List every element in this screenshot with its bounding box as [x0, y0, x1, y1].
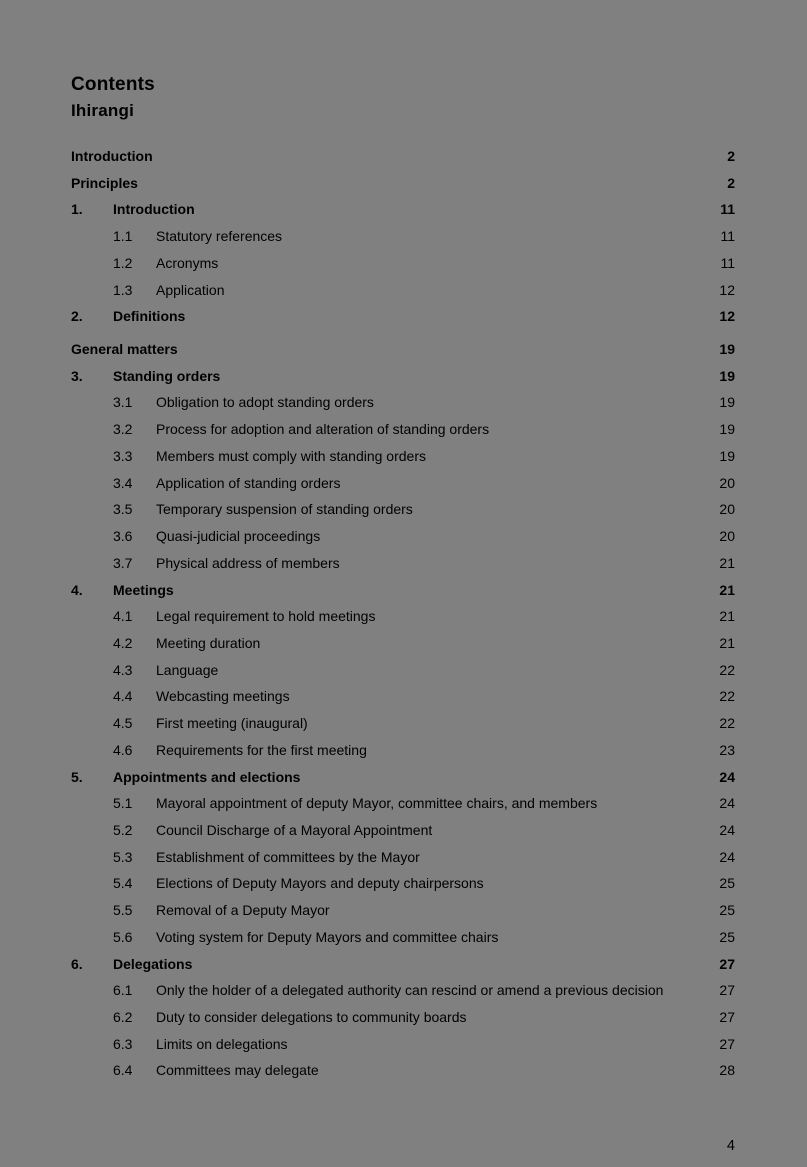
toc-entry-label: Quasi-judicial proceedings: [156, 528, 321, 545]
toc-entry-label: Webcasting meetings: [156, 688, 290, 705]
toc-entry[interactable]: [71, 657, 735, 684]
toc-entry[interactable]: [71, 603, 735, 630]
toc-entry[interactable]: [71, 737, 735, 764]
toc-entry[interactable]: [71, 416, 735, 443]
toc-entry-number: 4.2: [113, 634, 133, 651]
toc-entry[interactable]: [71, 277, 735, 304]
toc-entry-number: 3.7: [113, 554, 133, 571]
toc-entry-page: 27: [719, 955, 735, 972]
toc-entry-number: 3.6: [113, 528, 133, 545]
toc-entry-page: 19: [719, 421, 735, 438]
toc-entry-label: Physical address of members: [156, 554, 340, 571]
toc-entry-number: 4.3: [113, 661, 133, 678]
toc-entry-page: 21: [719, 554, 735, 571]
toc-entry-number: 2.: [71, 308, 83, 325]
toc-entry-number: 3.2: [113, 421, 133, 438]
toc-entry-number: 1.2: [113, 254, 133, 271]
toc-entry-number: 3.1: [113, 394, 133, 411]
toc-entry-page: 22: [719, 688, 735, 705]
toc-entry-label: Committees may delegate: [156, 1062, 319, 1079]
toc-entry-label: Meeting duration: [156, 634, 261, 651]
toc-entry[interactable]: [71, 523, 735, 550]
toc-entry-label: Application: [156, 281, 225, 298]
toc-entry[interactable]: [71, 817, 735, 844]
toc-entry-number: 3.3: [113, 447, 133, 464]
toc-entry[interactable]: [71, 577, 735, 604]
toc-entry[interactable]: [71, 363, 735, 390]
toc-entry-page: 24: [719, 795, 735, 812]
toc-entry-page: 19: [719, 341, 735, 358]
toc-entry[interactable]: [71, 470, 735, 497]
toc-entry-page: 27: [719, 982, 735, 999]
toc-entry-page: 12: [719, 308, 735, 325]
toc-entry-number: 5.6: [113, 928, 133, 945]
toc-entry-label: Application of standing orders: [156, 474, 341, 491]
toc-entry-label: Duty to consider delegations to community boards: [156, 1009, 467, 1025]
toc-entry[interactable]: [71, 844, 735, 871]
toc-entry[interactable]: [71, 897, 735, 924]
toc-entry-page: 25: [719, 875, 735, 892]
toc-entry-label: Language: [156, 661, 219, 678]
toc-entry-label: Obligation to adopt standing orders: [156, 394, 374, 411]
toc-entry[interactable]: [71, 1004, 735, 1031]
toc-entry-label: Limits on delegations: [156, 1035, 288, 1052]
page-subtitle: Ihirangi: [71, 101, 134, 120]
toc-entry-page: 27: [719, 1035, 735, 1052]
toc-entry[interactable]: [71, 550, 735, 577]
toc-entry-page: 2: [727, 174, 735, 191]
toc-entry-label: Only the holder of a delegated authority can rescind or amend a previous decision: [156, 982, 664, 999]
toc-entry-number: 4.6: [113, 741, 133, 758]
toc-entry-page: 25: [719, 928, 735, 945]
toc-entry-page: 2: [727, 148, 735, 164]
toc-entry-page: 24: [719, 848, 735, 865]
toc-entry[interactable]: [71, 250, 735, 277]
toc-entry[interactable]: [71, 924, 735, 951]
toc-entry-page: 19: [719, 367, 735, 384]
toc-entry-page: 21: [719, 634, 735, 651]
toc-entry-number: 6.4: [113, 1062, 133, 1079]
toc-entry[interactable]: [71, 790, 735, 817]
toc-entry-page: 11: [720, 201, 735, 218]
footer-page-number: 4: [726, 1138, 735, 1154]
toc-entry[interactable]: [71, 196, 735, 223]
toc-entry-label: Voting system for Deputy Mayors and committee chairs: [156, 928, 499, 945]
toc-entry-label: Introduction: [71, 148, 153, 164]
toc-entry-number: 6.3: [113, 1035, 133, 1052]
toc-entry[interactable]: [71, 630, 735, 657]
toc-entry-page: 27: [719, 1009, 735, 1025]
toc-entry-label: Establishment of committees by the Mayor: [156, 848, 420, 865]
toc-entry-label: Council Discharge of a Mayoral Appointment: [156, 821, 433, 838]
toc-entry[interactable]: [71, 496, 735, 523]
toc-entry-page: 21: [719, 581, 735, 598]
toc-entry-label: Removal of a Deputy Mayor: [156, 902, 330, 919]
toc-entry[interactable]: [71, 1031, 735, 1058]
toc-entry-page: 19: [719, 394, 735, 411]
page-title: Contents: [71, 74, 155, 95]
toc-entry-number: 5.1: [113, 795, 133, 812]
toc-entry-label: General matters: [71, 341, 178, 358]
toc-entry[interactable]: [71, 336, 735, 363]
toc-entry[interactable]: [71, 1057, 735, 1084]
toc-entry-label: Elections of Deputy Mayors and deputy chairpersons: [156, 875, 484, 892]
toc-entry-page: 24: [719, 768, 735, 785]
table-of-contents: [71, 143, 735, 1084]
toc-entry-number: 3.: [71, 367, 83, 384]
toc-entry-number: 6.1: [113, 982, 133, 999]
toc-entry-number: 5.4: [113, 875, 133, 892]
toc-entry-number: 5.5: [113, 902, 133, 919]
toc-entry-label: Mayoral appointment of deputy Mayor, committee chairs, and members: [156, 795, 598, 812]
toc-entry-label: Acronyms: [156, 254, 219, 271]
toc-entry-label: Principles: [71, 174, 138, 191]
toc-entry-number: 4.4: [113, 688, 133, 705]
toc-entry-label: Appointments and elections: [113, 768, 301, 785]
toc-entry-number: 6.2: [113, 1009, 133, 1025]
toc-entry-page: 20: [719, 501, 735, 518]
toc-entry-page: 12: [719, 281, 735, 298]
toc-entry-label: Legal requirement to hold meetings: [156, 608, 376, 625]
toc-entry[interactable]: [71, 223, 735, 250]
toc-entry-number: 5.3: [113, 848, 133, 865]
toc-entry[interactable]: [71, 389, 735, 416]
toc-entry-number: 5.: [71, 768, 83, 785]
toc-entry-label: Delegations: [113, 955, 193, 972]
toc-entry-label: First meeting (inaugural): [156, 715, 308, 732]
toc-entry-page: 28: [719, 1062, 735, 1079]
toc-entry-page: 24: [719, 821, 735, 838]
toc-entry[interactable]: [71, 764, 735, 791]
toc-entry[interactable]: [71, 143, 735, 170]
toc-entry-page: 11: [720, 228, 735, 245]
toc-entry[interactable]: [71, 870, 735, 897]
toc-entry-label: Requirements for the first meeting: [156, 741, 367, 758]
toc-entry-number: 5.2: [113, 821, 133, 838]
toc-entry-label: Statutory references: [156, 228, 283, 245]
toc-entry-label: Definitions: [113, 308, 186, 325]
toc-entry-number: 4.1: [113, 608, 133, 625]
toc-entry-number: 4.5: [113, 715, 133, 732]
toc-entry[interactable]: [71, 710, 735, 737]
toc-entry-page: 21: [719, 608, 735, 625]
toc-entry-number: 3.5: [113, 501, 133, 518]
toc-entry[interactable]: [71, 683, 735, 710]
toc-entry-label: Temporary suspension of standing orders: [156, 501, 413, 518]
toc-entry-page: 11: [720, 254, 735, 271]
toc-entry-page: 25: [719, 902, 735, 919]
toc-entry[interactable]: [71, 443, 735, 470]
toc-entry-page: 19: [719, 447, 735, 464]
toc-entry-number: 1.1: [113, 228, 133, 245]
toc-entry-page: 22: [719, 661, 735, 678]
toc-entry-label: Process for adoption and alteration of standing orders: [156, 421, 490, 438]
toc-entry[interactable]: [71, 170, 735, 197]
toc-entry-number: 4.: [71, 581, 83, 598]
toc-entry[interactable]: [71, 977, 735, 1004]
toc-entry-number: 1.3: [113, 281, 133, 298]
toc-entry-page: 23: [719, 741, 735, 758]
toc-entry[interactable]: [71, 303, 735, 330]
toc-entry-label: Members must comply with standing orders: [156, 447, 426, 464]
toc-entry[interactable]: [71, 951, 735, 978]
toc-entry-page: 20: [719, 528, 735, 545]
toc-entry-label: Standing orders: [113, 367, 221, 384]
toc-entry-label: Introduction: [113, 201, 195, 218]
toc-entry-page: 22: [719, 715, 735, 732]
toc-entry-number: 3.4: [113, 474, 133, 491]
toc-entry-number: 6.: [71, 955, 83, 972]
toc-entry-number: 1.: [71, 201, 83, 218]
toc-entry-page: 20: [719, 474, 735, 491]
toc-entry-label: Meetings: [113, 581, 174, 598]
